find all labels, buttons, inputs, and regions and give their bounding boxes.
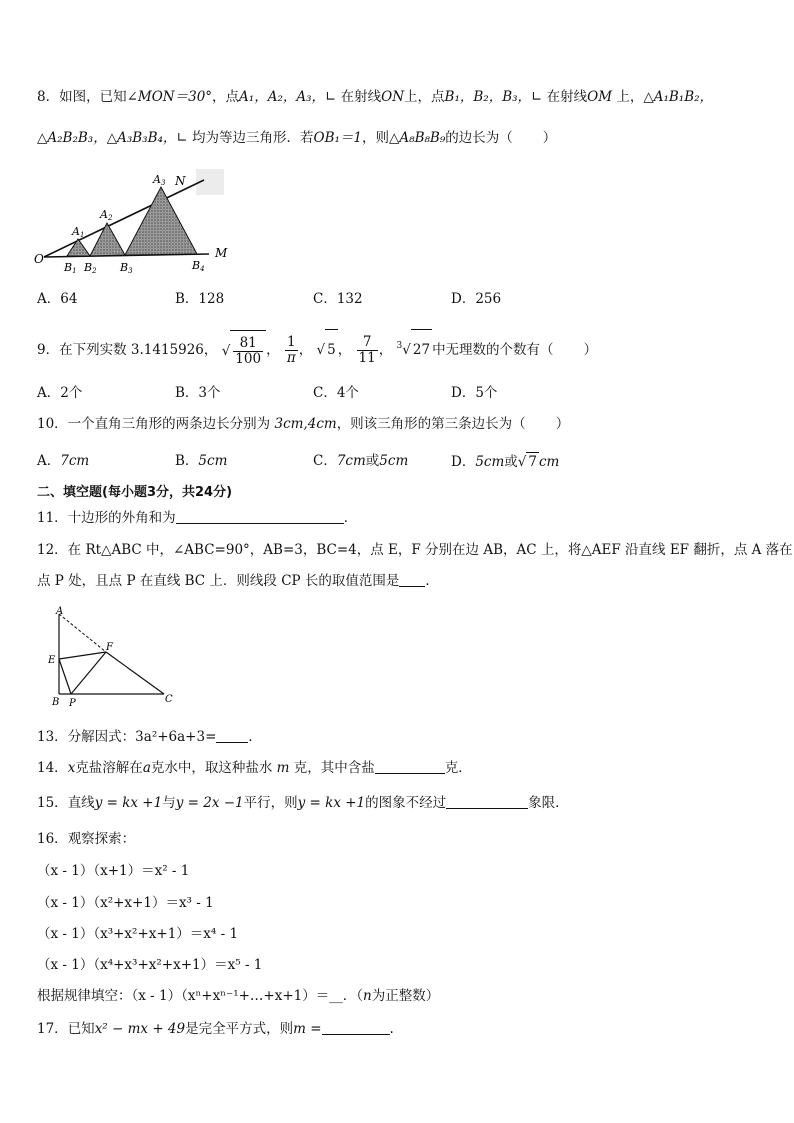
- q9-option-c[interactable]: C．4个: [313, 385, 359, 401]
- q16-row-2: （x - 1）（x²+x+1）＝x³ - 1: [37, 895, 214, 911]
- triangle-2: [90, 223, 125, 256]
- q14-answer-blank[interactable]: [375, 759, 445, 774]
- label-B: B: [52, 697, 60, 708]
- label-B3: B3: [120, 261, 133, 275]
- q11-line: 11．十边形的外角和为 ．: [37, 510, 358, 526]
- frac-1-pi: $\frac{1}{\pi}$: [286, 334, 296, 366]
- label-A2: A2: [100, 208, 113, 222]
- q8-line2: △A₂B₂B₃，△A₃B₃B₄，∟ 均为等边三角形．若OB₁＝1，则△A₈B₈B₉的边长为（ ）: [37, 130, 557, 146]
- frac-7-11: $\frac{7}{11}$: [358, 334, 376, 366]
- q14-line: 14．x克盐溶解在a克水中，取这种盐水 m 克，其中含盐 克．: [37, 760, 472, 776]
- label-P: P: [69, 698, 76, 709]
- q9-option-d[interactable]: D．5个: [451, 385, 498, 401]
- q8-line1: 8．如图，已知∠MON＝30°，点A₁，A₂，A₃，∟ 在射线ON上，点B₁，B₂，B₃，∟ 在射线OM 上，△A₁B₁B₂，: [37, 89, 714, 105]
- triangle-3: [125, 187, 197, 255]
- segment-fp: [71, 652, 106, 694]
- q12-answer-blank[interactable]: [399, 572, 425, 587]
- label-A: A: [56, 606, 64, 617]
- q10-option-d[interactable]: D．5cm或√ 7 cm: [451, 454, 560, 470]
- crease-ef: [59, 652, 106, 659]
- q10-option-a[interactable]: A．7cm: [37, 453, 90, 469]
- sqrt-5: √ 5: [317, 342, 338, 358]
- q16-title: 16．观察探索：: [37, 831, 136, 847]
- q17-line: 17．已知x² − mx + 49是完全平方式，则m = .: [37, 1021, 394, 1037]
- q12-line1: 12．在 Rt△ABC 中，∠ABC=90°，AB=3，BC=4，点 E，F 分别在边 AB，AC 上，将△AEF 沿直线 EF 翻折，点 A 落在: [37, 542, 793, 558]
- q8-figure: [34, 165, 234, 277]
- q16-rule: 根据规律填空：（x - 1）（xⁿ+xⁿ⁻¹+…+x+1）＝__．（n为正整数）: [37, 988, 440, 1004]
- label-N: N: [175, 174, 186, 188]
- label-B2: B2: [84, 261, 97, 275]
- q12-line2: 点 P 处，且点 P 在直线 BC 上．则线段 CP 长的取值范围是 ．: [37, 573, 439, 589]
- q16-answer-blank[interactable]: __: [329, 988, 343, 1004]
- segment-ep: [59, 659, 71, 694]
- q16-row-1: （x - 1）（x+1）＝x² - 1: [37, 863, 190, 879]
- q8-option-b[interactable]: B．128: [175, 291, 225, 307]
- q16-row-4: （x - 1）（x⁴+x³+x²+x+1）＝x⁵ - 1: [37, 957, 263, 973]
- cbrt-27: $^3$√ 27: [397, 342, 433, 358]
- q8-option-c[interactable]: C．132: [313, 291, 363, 307]
- q13-line: 13．分解因式：3a²+6a+3= ．: [37, 729, 262, 745]
- q9-line: 9．在下列实数 3.1415926， √ $\frac{81}{100}$ ， $\frac{1}{\pi}$ ， √ 5 ， $\frac{7}{11}$ ， $^3$√ 27 中无理数的个数有（ ）: [37, 326, 597, 371]
- q10-line: 10．一个直角三角形的两条边长分别为 3cm,4cm，则该三角形的第三条边长为（ ）: [37, 416, 570, 432]
- q11-answer-blank[interactable]: [176, 509, 344, 524]
- sqrt-81-100: √ $\frac{81}{100}$: [222, 330, 266, 371]
- q10-option-b[interactable]: B．5cm: [175, 453, 228, 469]
- q8-option-d[interactable]: D．256: [451, 291, 502, 307]
- label-F: F: [106, 642, 113, 653]
- section-heading-fill-blank: 二、填空题(每小题3分，共24分): [37, 485, 233, 500]
- segment-fc: [106, 652, 164, 694]
- label-C: C: [165, 694, 173, 705]
- q10-option-c[interactable]: C．7cm或5cm: [313, 453, 409, 469]
- q13-answer-blank[interactable]: [216, 728, 248, 743]
- q15-answer-blank[interactable]: [446, 794, 528, 809]
- q8-number: 8．: [37, 89, 60, 105]
- q8-option-a[interactable]: A．64: [37, 291, 78, 307]
- label-A3: A3: [153, 173, 166, 187]
- q9-option-b[interactable]: B．3个: [175, 385, 221, 401]
- label-B1: B1: [64, 261, 77, 275]
- dashed-af: [59, 614, 106, 652]
- label-O: O: [34, 252, 44, 266]
- label-M: M: [215, 246, 228, 260]
- q12-figure: [44, 605, 179, 710]
- q9-option-a[interactable]: A．2个: [37, 385, 83, 401]
- label-E: E: [48, 655, 56, 666]
- label-A1: A1: [72, 225, 85, 239]
- triangle-1: [67, 239, 90, 256]
- q16-row-3: （x - 1）（x³+x²+x+1）＝x⁴ - 1: [37, 926, 239, 942]
- q17-answer-blank[interactable]: [322, 1020, 390, 1035]
- q15-line: 15．直线y = kx +1与y = 2x −1平行，则y = kx +1的图象不经过 象限．: [37, 795, 569, 811]
- label-B4: B4: [192, 259, 205, 273]
